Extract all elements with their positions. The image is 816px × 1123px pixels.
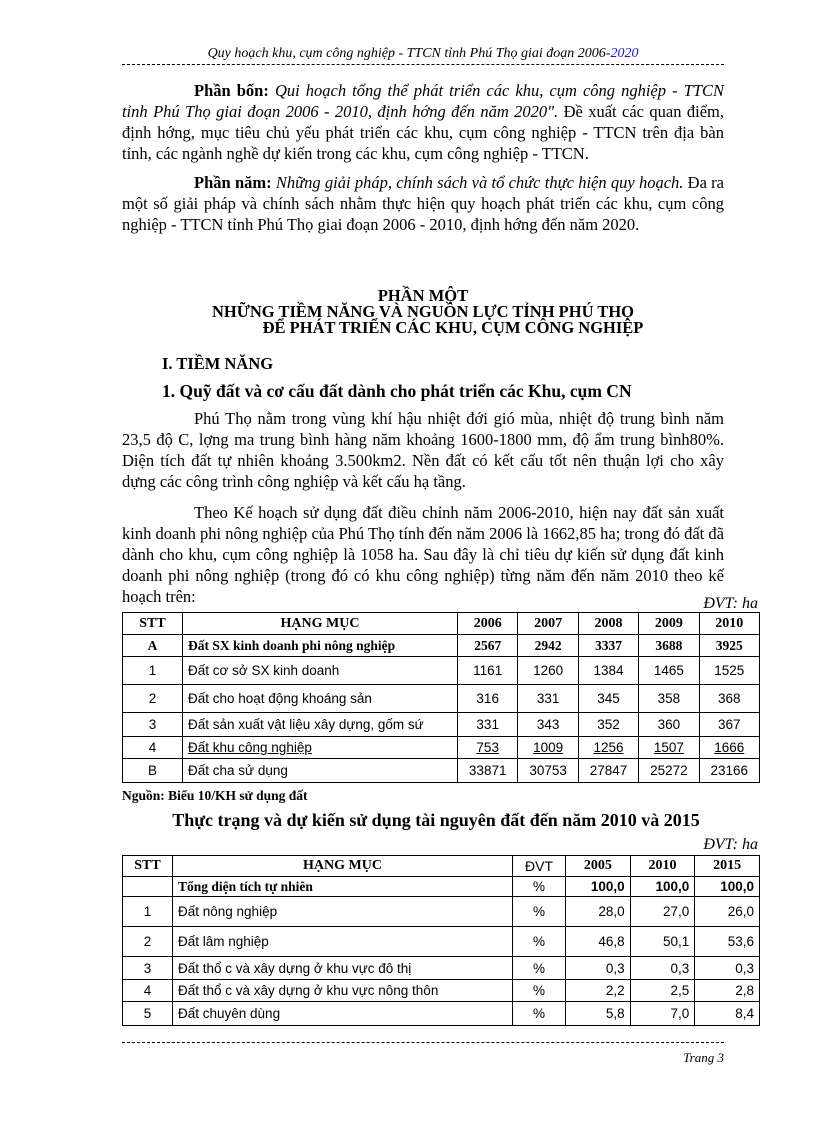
table-row: Tổng diện tích tự nhiên % 100,0 100,0 100,0	[123, 877, 760, 897]
paragraph-climate: Phú Thọ nằm trong vùng khí hậu nhiệt đới gió mùa, nhiệt độ trung bình năm 23,5 độ C, lợng ma trung bình hàng năm khoảng 1600-1800 mm, độ ẩm trung bình80%. Diện tích đất tự nhiên khoảng 3.500km2. Nền đất có kết cấu tốt nên thuận lợi cho xây dựng các công trình công nghiệp và kết cấu hạ tầng.	[122, 409, 724, 491]
table-row: 2 Đất cho hoạt động khoáng sản 316 331 345 358 368	[123, 685, 760, 713]
part-title-line3: ĐỂ PHÁT TRIỂN CÁC KHU, CỤM CÔNG NGHIỆP	[262, 318, 644, 337]
paragraph-part-five: Phần năm: Những giải pháp, chính sách và tổ chức thực hiện quy hoạch. Đa ra một số giải pháp và chính sách nhằm thực hiện quy hoạch phát triển các khu, cụm công nghiệp - TTCN tỉnh Phú Thọ giai đoạn 2006 - 2010, định hớng đến năm 2020.	[122, 173, 724, 234]
footer-divider	[122, 1042, 724, 1043]
section-title: I. TIỀM NĂNG	[162, 354, 274, 373]
table-row: B Đất cha sử dụng 33871 30753 27847 25272 23166	[123, 759, 760, 783]
page-header	[122, 46, 724, 65]
land-use-table	[122, 612, 760, 783]
table1-source: Nguồn: Biểu 10/KH sử dụng đất	[122, 788, 308, 803]
header-year: 2020	[610, 46, 639, 61]
resource-table	[122, 855, 760, 1026]
header-text: Quy hoạch khu, cụm công nghiệp - TTCN tỉnh Phú Thọ giai đoạn 2006-	[207, 46, 611, 61]
table-row: 3 Đất sản xuất vật liệu xây dựng, gốm sứ 331 343 352 360 367	[123, 713, 760, 737]
paragraph-land-plan: Theo Kế hoạch sử dụng đất điều chỉnh năm 2006-2010, hiện nay đất sản xuất kinh doanh phi nông nghiệp của Phú Thọ tính đến năm 2006 là 1662,85 ha; trong đó đất đã dành cho khu, cụm công nghiệp là 1058 ha. Sau đây là chỉ tiêu dự kiến sử dụng đất kinh doanh phi nông nghiệp (trong đó có khu công nghiệp) từng năm đến năm 2010 theo kế hoạch trên:	[122, 503, 724, 606]
table-row: 1 Đất cơ sở SX kinh doanh 1161 1260 1384 1465 1525	[123, 657, 760, 685]
subsection-title: 1. Quỹ đất và cơ cấu đất dành cho phát triển các Khu, cụm CN	[162, 381, 632, 401]
table-row: 1 Đất nông nghiệp % 28,0 27,0 26,0	[123, 897, 760, 927]
table-row: 3 Đất thổ c và xây dựng ở khu vực đô thị % 0,3 0,3 0,3	[123, 957, 760, 980]
table-row: 5 Đất chuyên dùng % 5,8 7,0 8,4	[123, 1002, 760, 1026]
table-row: A Đất SX kinh doanh phi nông nghiệp 2567 2942 3337 3688 3925	[123, 635, 760, 657]
table2-title: Thực trạng và dự kiến sử dụng tài nguyên đất đến năm 2010 và 2015	[172, 810, 700, 830]
table-row: 4 Đất thổ c và xây dựng ở khu vực nông thôn % 2,2 2,5 2,8	[123, 980, 760, 1002]
table-row: 2 Đất lâm nghiệp % 46,8 50,1 53,6	[123, 927, 760, 957]
part-title-line1: PHẦN MỘT	[377, 286, 469, 305]
table-row: 4 Đất khu công nghiệp 753 1009 1256 1507 1666	[123, 737, 760, 759]
table1-unit: ĐVT: ha	[703, 595, 758, 612]
table2-unit: ĐVT: ha	[703, 836, 758, 853]
part-title-line2: NHỮNG TIỀM NĂNG VÀ NGUỒN LỰC TỈNH PHÚ THỌ	[211, 302, 634, 321]
intro-block	[122, 80, 724, 235]
table1-header-row: STT HẠNG MỤC 2006 2007 2008 2009 2010	[123, 613, 760, 635]
body-block	[122, 408, 724, 607]
paragraph-part-four: Phần bốn: Qui hoạch tổng thể phát triển các khu, cụm công nghiệp - TTCN tỉnh Phú Thọ giai đoạn 2006 - 2010, định hớng đến năm 2020". Đề xuất các quan điểm, định hớng, mục tiêu chủ yếu phát triển các khu, cụm công nghiệp - TTCN trên địa bàn tỉnh, các ngành nghề dự kiến trong các khu, cụm công nghiệp - TTCN.	[122, 81, 725, 163]
table2-header-row: STT HẠNG MỤC ĐVT 2005 2010 2015	[123, 856, 760, 877]
page-number: Trang 3	[683, 1050, 724, 1065]
part-title	[122, 288, 724, 336]
